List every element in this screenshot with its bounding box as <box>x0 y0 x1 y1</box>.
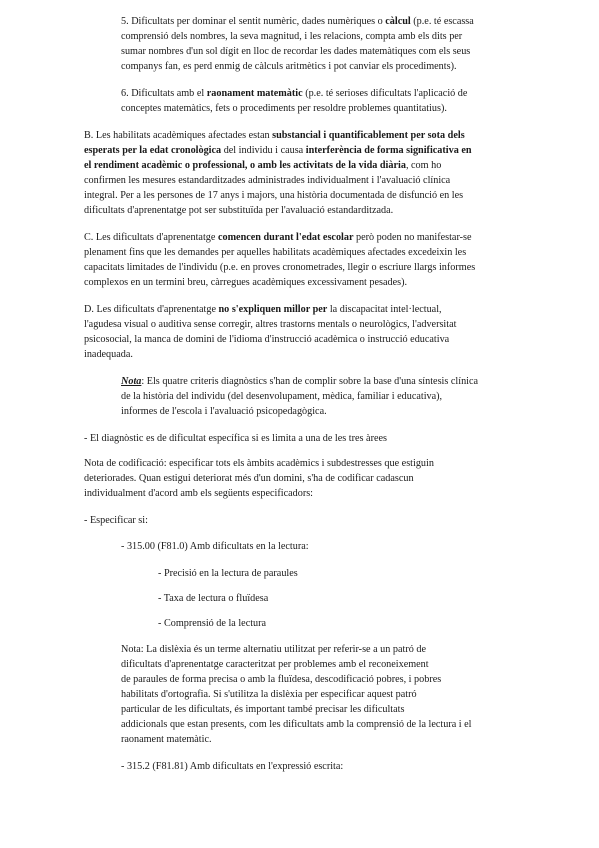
note1-line3: informes de l'escola i l'avaluació psicopedagògica. <box>121 406 327 417</box>
criterion-b-line1: B. Les habilitats acadèmiques afectades estan substancial i quantificablement per sota dels <box>84 130 465 141</box>
writing-code: - 315.2 (F81.81) Amb dificultats en l'expressió escrita: <box>121 761 344 772</box>
coding-note-line2: deteriorades. Quan estigui deteriorat més d'un domini, s'ha de codificar cadascun <box>84 473 414 484</box>
item5-line1: 5. Dificultats per dominar el sentit numèric, dades numèriques o càlcul (p.e. té escassa <box>121 16 474 27</box>
criterion-b-line5: integral. Per a les persones de 17 anys i majors, una història documentada de disfunció en les <box>84 190 464 201</box>
note1-line1: Nota: Els quatre criteris diagnòstics s'han de complir sobre la base d'una síntesis clínica <box>121 376 479 387</box>
dyslexia-note-line2: dificultats d'aprenentatge caracteritzat per problemes amb el reconeixement <box>121 659 429 670</box>
dyslexia-note-line6: addicionals que estan presents, com les dificultats amb la comprensió de la lectura i el <box>121 719 472 730</box>
item6-line2: conceptes matemàtics, fets o procediments per resoldre problemes quantitatius). <box>121 103 447 114</box>
note1-line2: de la història del individu (del desenvolupament, mèdica, familiar i educativa), <box>121 391 443 402</box>
criterion-b-line4: confirmen les mesures estandarditzades administrades individualment i l'avaluació clínica <box>84 175 451 186</box>
reading-item-1: - Precisió en la lectura de paraules <box>158 568 298 579</box>
criterion-d-line1: D. Les dificultats d'aprenentatge no s'expliquen millor per la discapacitat intel·lectual, <box>84 304 442 315</box>
criterion-b-line2: esperats per la edat cronològica del individu i causa interferència de forma significativa en <box>84 145 472 156</box>
item5-line2: comprensió dels nombres, la seva magnitud, i les relacions, compta amb els dits per <box>121 31 463 42</box>
item5-line4: companys fan, es perd enmig de càlculs aritmètics i pot canviar els procediments). <box>121 61 457 72</box>
criterion-d-line3: psicosocial, la manca de domini de l'idioma d'instrucció acadèmica o instrucció educativa <box>84 334 450 345</box>
criterion-d-line2: l'agudesa visual o auditiva sense corregir, altres trastorns mentals o neurològics, l'adversitat <box>84 319 457 330</box>
criterion-b-line6: dificultats d'aprenentatge pot ser substituïda per l'avaluació estandarditzada. <box>84 205 394 216</box>
criterion-b-line3: el rendiment acadèmic o professional, o amb les activitats de la vida diària, com ho <box>84 160 442 171</box>
reading-code: - 315.00 (F81.0) Amb dificultats en la lectura: <box>121 541 309 552</box>
reading-item-2: - Taxa de lectura o fluïdesa <box>158 593 269 604</box>
criterion-c-line1: C. Les dificultats d'aprenentatge comencen durant l'edat escolar però poden no manifestar-se <box>84 232 472 243</box>
dyslexia-note-line3: de paraules de forma precisa o amb la fluïdesa, descodificació pobres, i pobres <box>121 674 442 685</box>
criterion-c-line2: plenament fins que les demandes per aquelles habilitats acadèmiques afectades excedeixin les <box>84 247 467 258</box>
item6-line1: 6. Dificultats amb el raonament matemàtic (p.e. té serioses dificultats l'aplicació de <box>121 88 468 99</box>
specify-line: - Especificar si: <box>84 515 148 526</box>
dyslexia-note-line5: particular de les dificultats, és important també precisar les dificultats <box>121 704 405 715</box>
criterion-c-line4: complexos en un termini breu, càrregues acadèmiques excessivament pesades). <box>84 277 408 288</box>
reading-item-3: - Comprensió de la lectura <box>158 618 267 629</box>
coding-note-line3: individualment d'acord amb els següents especificadors: <box>84 488 314 499</box>
criterion-d-line4: inadequada. <box>84 349 133 360</box>
dyslexia-note-line7: raonament matemàtic. <box>121 734 212 745</box>
dyslexia-note-line4: habilitats d'ortografia. Si s'utilitza la dislèxia per especificar aquest patró <box>121 689 417 700</box>
diagnosis-line: - El diagnòstic es de dificultat específica si es limita a una de les tres àrees <box>84 433 387 444</box>
item5-line3: sumar nombres d'un sol dígit en lloc de recordar les dades matemàtiques com els seus <box>121 46 471 57</box>
criterion-c-line3: capacitats limitades de l'individu (p.e. en proves cronometrades, llegir o escriure llargs informes <box>84 262 476 273</box>
coding-note-line1: Nota de codificació: especificar tots els àmbits acadèmics i subdestresses que estiguin <box>84 458 434 469</box>
dyslexia-note-line1: Nota: La dislèxia és un terme alternatiu utilitzat per referir-se a un patró de <box>121 644 427 655</box>
